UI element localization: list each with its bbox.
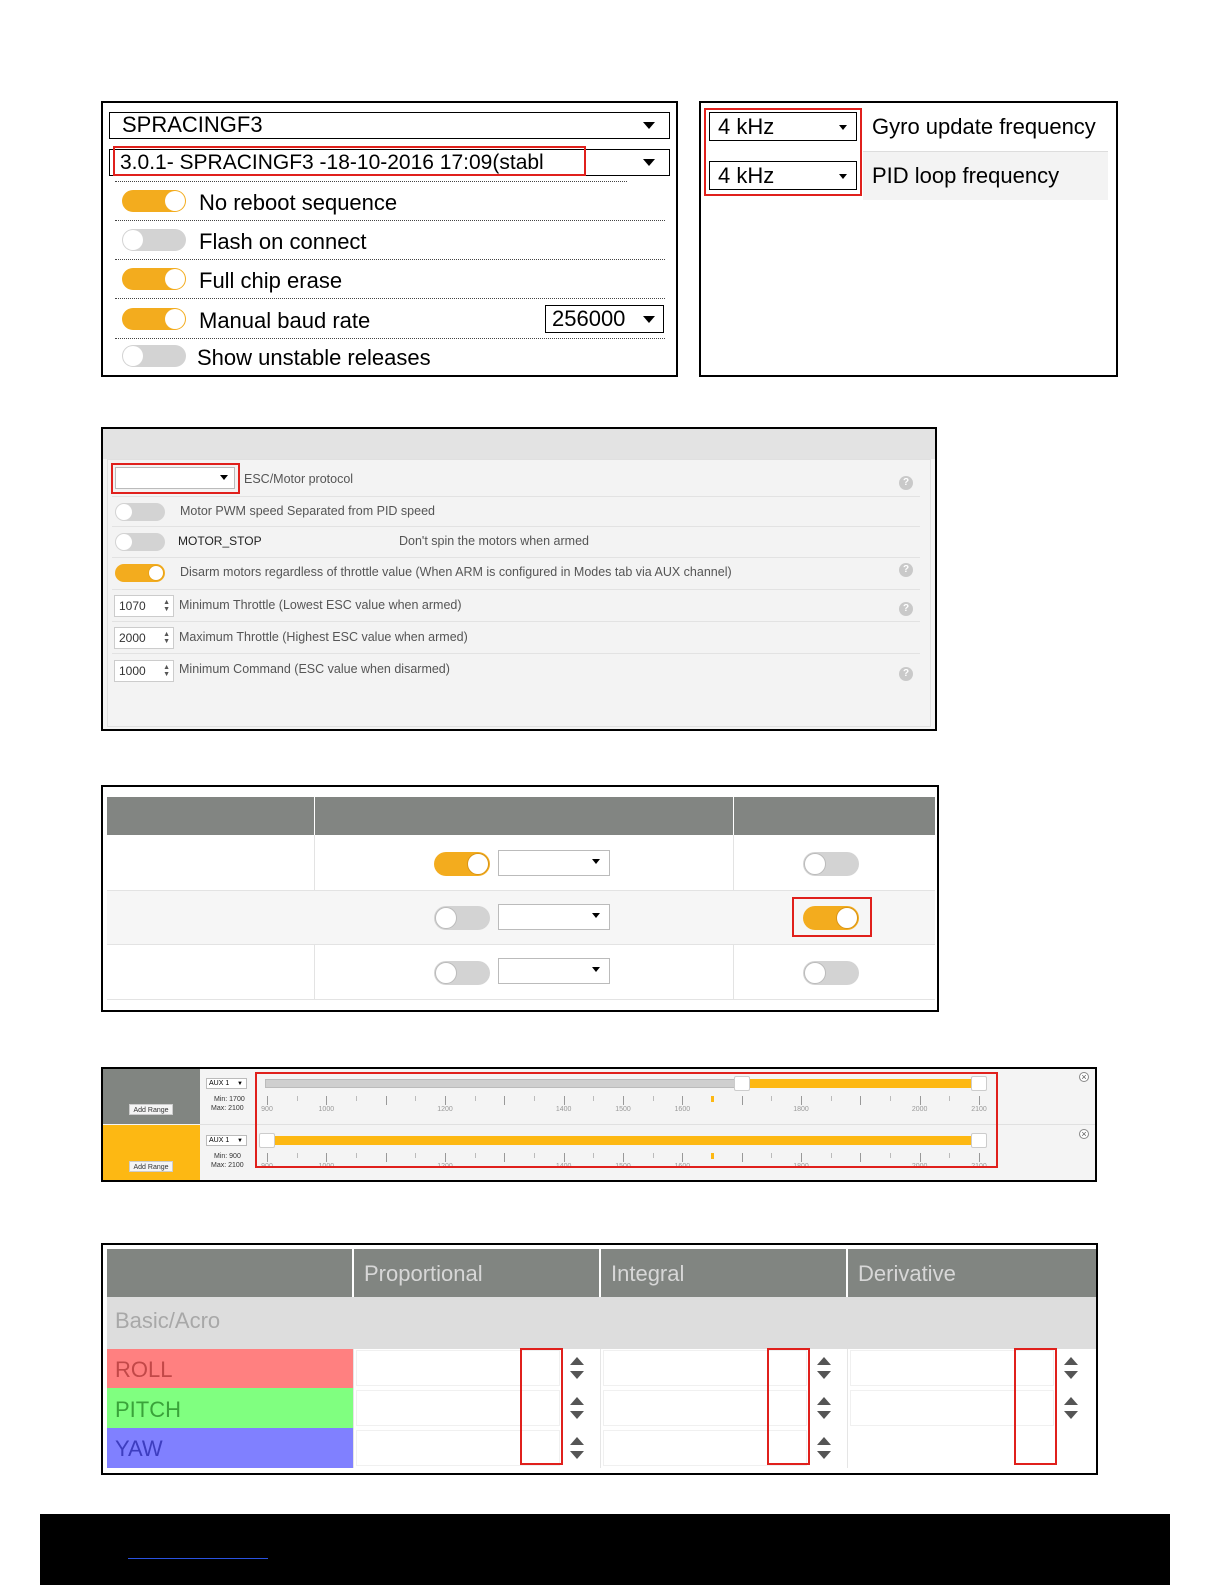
option-no-reboot: [115, 184, 665, 222]
gyro-frequency-value: 4 kHz: [718, 114, 775, 139]
divider: [112, 589, 920, 590]
full-chip-erase-toggle[interactable]: [122, 268, 186, 290]
highlight-box: [520, 1348, 563, 1465]
min-throttle-value: 1070: [119, 599, 146, 613]
option-unstable: [115, 339, 665, 377]
pid-frequency-label: PID loop frequency: [872, 163, 1060, 188]
divider: [115, 181, 627, 182]
feature-row-1-right-toggle[interactable]: [803, 852, 859, 876]
stepper-down-icon[interactable]: [570, 1451, 584, 1459]
stepper-up-icon[interactable]: [570, 1397, 584, 1405]
stepper-arrows-icon[interactable]: ▲ ▼: [163, 599, 170, 613]
esc-panel-inner-border: [107, 459, 931, 727]
scale-tick-label: 1000: [318, 1163, 335, 1170]
highlight-box: [255, 1072, 998, 1168]
range-2-min-label: Min: 900: [214, 1153, 241, 1160]
scale-tick-label: 2000: [911, 1163, 928, 1170]
footer-link-underline[interactable]: [128, 1558, 268, 1559]
header-col-divider: [733, 797, 734, 835]
chevron-down-icon: [592, 913, 600, 918]
range-2-max-label: Max: 2100: [211, 1162, 244, 1169]
pwm-speed-toggle[interactable]: [115, 503, 165, 521]
divider: [112, 653, 920, 654]
stepper-arrows-icon[interactable]: ▲ ▼: [163, 631, 170, 645]
baud-rate-select[interactable]: [545, 305, 664, 333]
motor-stop-toggle[interactable]: [115, 533, 165, 551]
stepper-up-icon[interactable]: [817, 1397, 831, 1405]
stepper-up-icon[interactable]: [570, 1357, 584, 1365]
highlight-box: [1014, 1348, 1057, 1465]
feature-table-header: [107, 797, 935, 835]
stepper-up-icon[interactable]: [817, 1437, 831, 1445]
divider: [112, 496, 920, 497]
disarm-motors-label: Disarm motors regardless of throttle value (When ARM is configured in Modes tab via AUX channel): [180, 565, 732, 579]
scale-tick-label: 1400: [555, 1106, 572, 1113]
feature-row-1-toggle[interactable]: [434, 852, 490, 876]
gyro-frequency-label: Gyro update frequency: [872, 114, 1096, 139]
max-throttle-input[interactable]: [114, 627, 174, 649]
header-col-divider: [314, 797, 315, 835]
highlight-box: [767, 1348, 810, 1465]
divider: [112, 557, 920, 558]
header-col-divider: [352, 1249, 354, 1297]
channel-value: AUX 1: [209, 1080, 230, 1087]
divider: [112, 526, 920, 527]
feature-row-3-select[interactable]: [498, 958, 610, 984]
scale-tick-label: 900: [261, 1163, 273, 1170]
stepper-down-icon[interactable]: [570, 1371, 584, 1379]
scale-tick-label: 2100: [971, 1163, 987, 1170]
stepper-up-icon[interactable]: [817, 1357, 831, 1365]
scale-tick-label: 1000: [318, 1106, 335, 1113]
footer-bar: [40, 1514, 1170, 1585]
header-integral: Integral: [611, 1261, 685, 1286]
header-col-divider: [599, 1249, 601, 1297]
min-command-input[interactable]: [114, 660, 174, 682]
flash-on-connect-toggle[interactable]: [122, 229, 186, 251]
range-1-max-label: Max: 2100: [211, 1105, 244, 1112]
feature-row-3-right-toggle[interactable]: [803, 961, 859, 985]
help-icon[interactable]: ?: [899, 602, 913, 616]
disarm-motors-toggle[interactable]: [115, 564, 165, 582]
feature-row-2-select[interactable]: [498, 904, 610, 930]
esc-panel-header: [103, 429, 935, 459]
motor-stop-label: MOTOR_STOP: [178, 534, 262, 548]
firmware-version-value: 3.0.1- SPRACINGF3 -18-10-2016 17:09(stabl: [120, 151, 544, 174]
min-throttle-input[interactable]: [114, 595, 174, 617]
chevron-down-icon: [592, 859, 600, 864]
chevron-down-icon: [643, 316, 655, 323]
remove-range-icon[interactable]: ×: [1079, 1129, 1089, 1139]
axis-pitch-label: PITCH: [115, 1397, 181, 1422]
chevron-down-icon: ▼: [237, 1138, 243, 1144]
pwm-speed-label: Motor PWM speed Separated from PID speed: [180, 504, 435, 518]
pid-col-divider: [600, 1349, 601, 1468]
board-select[interactable]: [109, 112, 670, 139]
full-chip-erase-label: Full chip erase: [199, 268, 343, 293]
manual-baud-label: Manual baud rate: [199, 308, 371, 333]
motor-stop-description: Don't spin the motors when armed: [399, 534, 589, 548]
max-throttle-value: 2000: [119, 631, 146, 645]
stepper-down-icon[interactable]: [570, 1411, 584, 1419]
board-select-value: SPRACINGF3: [122, 112, 263, 137]
show-unstable-label: Show unstable releases: [197, 345, 431, 370]
row-divider: [107, 944, 935, 945]
header-proportional: Proportional: [364, 1261, 483, 1286]
highlight-box: [792, 897, 872, 937]
channel-select[interactable]: [206, 1078, 247, 1089]
scale-tick-label: 2100: [971, 1106, 987, 1113]
section-row: [107, 1297, 1096, 1349]
stepper-down-icon[interactable]: [817, 1371, 831, 1379]
chevron-down-icon: [643, 159, 655, 166]
scale-tick-label: 1600: [674, 1163, 691, 1170]
no-reboot-toggle[interactable]: [122, 190, 186, 212]
scale-tick-label: 1400: [555, 1163, 572, 1170]
min-command-label: Minimum Command (ESC value when disarmed): [179, 662, 450, 676]
scale-tick-label: 900: [261, 1106, 273, 1113]
scale-tick-label: 1500: [615, 1106, 631, 1113]
scale-tick-label: 1200: [437, 1163, 453, 1170]
highlight-box: [113, 146, 586, 176]
show-unstable-toggle[interactable]: [122, 345, 186, 367]
scale-tick-label: 1600: [674, 1106, 691, 1113]
highlight-box: [704, 108, 862, 196]
row-divider: [107, 890, 935, 891]
esc-protocol-label: ESC/Motor protocol: [244, 472, 354, 486]
pid-col-divider: [353, 1349, 354, 1468]
scale-tick-label: 1800: [793, 1106, 809, 1113]
stepper-arrows-icon[interactable]: ▲ ▼: [163, 664, 170, 678]
option-full-chip-erase: [115, 262, 665, 300]
stepper-up-icon[interactable]: [1064, 1357, 1078, 1365]
axis-roll-label: ROLL: [115, 1357, 173, 1382]
chevron-down-icon: ▼: [237, 1081, 243, 1087]
channel-value: AUX 1: [209, 1137, 230, 1144]
feature-row-3-toggle[interactable]: [434, 961, 490, 985]
flash-on-connect-label: Flash on connect: [199, 229, 367, 254]
row-divider: [107, 999, 935, 1000]
header-derivative: Derivative: [858, 1261, 956, 1286]
stepper-down-icon[interactable]: [817, 1451, 831, 1459]
min-throttle-label: Minimum Throttle (Lowest ESC value when armed): [179, 598, 462, 612]
divider: [115, 220, 665, 221]
divider: [115, 259, 665, 260]
stepper-up-icon[interactable]: [1064, 1397, 1078, 1405]
no-reboot-label: No reboot sequence: [199, 190, 398, 215]
option-flash-on-connect: [115, 223, 665, 261]
feature-row-1-select[interactable]: [498, 850, 610, 876]
section-label: Basic/Acro: [115, 1308, 221, 1333]
scale-tick-label: 1500: [615, 1163, 631, 1170]
axis-yaw-label: YAW: [115, 1436, 163, 1461]
baud-rate-value: 256000: [552, 306, 626, 331]
manual-baud-toggle[interactable]: [122, 308, 186, 330]
help-icon[interactable]: ?: [899, 563, 913, 577]
scale-tick-label: 2000: [911, 1106, 928, 1113]
add-range-button[interactable]: Add Range: [129, 1161, 173, 1172]
divider: [115, 298, 665, 299]
header-col-divider: [846, 1249, 848, 1297]
chevron-down-icon: [643, 122, 655, 129]
chevron-down-icon: [592, 967, 600, 972]
add-range-button[interactable]: Add Range: [129, 1104, 173, 1115]
stepper-up-icon[interactable]: [570, 1437, 584, 1445]
min-command-value: 1000: [119, 664, 146, 678]
divider: [112, 621, 920, 622]
highlight-box: [111, 463, 240, 494]
help-icon[interactable]: ?: [899, 476, 913, 490]
frequency-divider: [863, 151, 1108, 152]
scale-tick-label: 1200: [437, 1106, 453, 1113]
stepper-down-icon[interactable]: [1064, 1371, 1078, 1379]
channel-select[interactable]: [206, 1135, 247, 1146]
feature-row-2-toggle[interactable]: [434, 906, 490, 930]
pid-frequency-value: 4 kHz: [718, 163, 775, 188]
stepper-down-icon[interactable]: [1064, 1411, 1078, 1419]
max-throttle-label: Maximum Throttle (Highest ESC value when armed): [179, 630, 468, 644]
scale-tick-label: 1800: [793, 1163, 809, 1170]
help-icon[interactable]: ?: [899, 667, 913, 681]
stepper-down-icon[interactable]: [817, 1411, 831, 1419]
remove-range-icon[interactable]: ×: [1079, 1072, 1089, 1082]
pid-col-divider: [847, 1349, 848, 1468]
range-1-min-label: Min: 1700: [214, 1096, 245, 1103]
